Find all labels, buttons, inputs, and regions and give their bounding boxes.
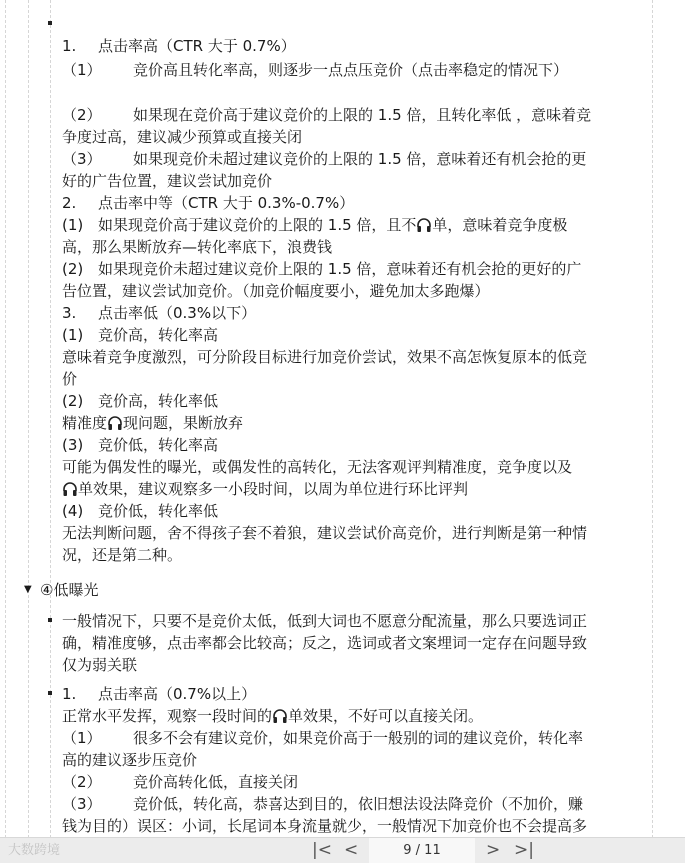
text-line: [62, 281, 490, 301]
headphone-icon: [416, 217, 432, 233]
next-page-button[interactable]: >: [486, 840, 501, 860]
line-text: 如果现在竞价高于建议竞价的上限的 1.5 倍，且转化率低 ，意味着竞: [133, 106, 592, 124]
line-text: 竞价低，转化率低: [98, 502, 219, 520]
first-page-button[interactable]: |<: [312, 840, 332, 860]
line-text: 一般情况下，只要不是竞价太低，低到大词也不愿意分配流量，那么只要选词正: [62, 612, 588, 630]
line-text: 如果现竞价未超过建议竞价上限的 1.5 倍，意味着还有机会抢的更好的广: [98, 260, 582, 278]
line-text: 好的广告位置，建议尝试加竞价: [62, 172, 273, 190]
text-line: [62, 706, 483, 726]
bullet: [48, 21, 52, 25]
text-line: [62, 303, 256, 323]
outline-guide: [28, 0, 29, 838]
text-line: [62, 369, 77, 389]
text-line: [62, 325, 218, 345]
line-text: 很多不会有建议竞价，如果竞价高于一般别的词的建议竞价，转化率: [133, 729, 584, 747]
item-number: 1.: [62, 685, 77, 703]
text-line: [62, 750, 197, 770]
item-number: 2.: [62, 194, 77, 212]
line-text: 正常水平发挥，观察一段时间的: [62, 707, 273, 725]
line-text: 况，还是第二种。: [62, 546, 183, 564]
text-line: [62, 171, 272, 191]
line-text: 精准度: [62, 414, 108, 432]
watermark: 大数跨境: [8, 843, 61, 858]
outline-guide: [50, 0, 51, 838]
headphone-icon: [107, 415, 123, 431]
line-text: 钱为目的）误区：小词，长尾词本身流量就少，一般情况下加竞价也不会提高多: [62, 817, 588, 835]
collapse-caret-icon[interactable]: ▼: [24, 584, 32, 595]
item-number: 1.: [62, 37, 77, 55]
line-text: 点击率高（CTR 大于 0.7%）: [98, 37, 296, 55]
text-line: [62, 391, 218, 411]
text-line: [62, 457, 572, 477]
line-text: 确，精准度够，点击率都会比较高；反之，选词或者文案埋词一定存在问题导致: [62, 634, 588, 652]
headphone-icon: [272, 708, 288, 724]
item-number: (1): [62, 216, 84, 234]
prev-page-button[interactable]: <: [344, 840, 359, 860]
item-number: （3）: [62, 150, 102, 168]
item-number: 3.: [62, 304, 77, 322]
line-text: 告位置，建议尝试加竞价。（加竞价幅度要小，避免加太多跑爆）: [62, 282, 490, 300]
line-text: 竞价低，转化高，恭喜达到目的，依旧想法设法降竞价（不加价，赚: [133, 795, 584, 813]
line-text: 竞价高，转化率低: [98, 392, 219, 410]
line-text: 无法判断问题，舍不得孩子套不着狼，建议尝试价高竞价，进行判断是第一种情: [62, 524, 588, 542]
line-text: 单，意味着竞争度极: [432, 216, 568, 234]
text-line: [62, 545, 182, 565]
text-line: [62, 523, 587, 543]
item-number: (4): [62, 502, 84, 520]
text-line: [62, 193, 354, 213]
line-text: 单效果，不好可以直接关闭。: [288, 707, 484, 725]
text-line: [62, 816, 587, 836]
item-number: (2): [62, 260, 84, 278]
line-text: 高，那么果断放弃—转化率底下，浪费钱: [62, 238, 333, 256]
item-number: （2）: [62, 106, 102, 124]
page-indicator[interactable]: 9 / 11: [369, 838, 475, 863]
line-text: 竞价低，转化率高: [98, 436, 219, 454]
line-text: 点击率中等（CTR 大于 0.3%-0.7%）: [98, 194, 355, 212]
text-line: [62, 794, 583, 814]
section-heading: ④低曝光: [40, 581, 99, 599]
bullet: [48, 618, 52, 622]
text-line: [62, 149, 586, 169]
line-text: 如果现竞价高于建议竞价的上限的 1.5 倍，且不: [98, 216, 417, 234]
line-text: 如果现竞价未超过建议竞价的上限的 1.5 倍，意味着还有机会抢的更: [133, 150, 587, 168]
text-line: [62, 633, 587, 653]
text-line: [62, 655, 137, 675]
line-text: 点击率低（0.3%以下）: [98, 304, 257, 322]
line-text: 点击率高（0.7%以上）: [98, 685, 257, 703]
pdf-toolbar: [0, 837, 685, 863]
line-text: 竞价高转化低，直接关闭: [133, 773, 299, 791]
line-text: 竞价高且转化率高，则逐步一点点压竞价（点击率稳定的情况下）: [133, 61, 569, 79]
line-text: 单效果，建议观察多一小段时间，以周为单位进行环比评判: [78, 480, 469, 498]
item-number: (1): [62, 326, 84, 344]
outline-guide: [5, 0, 6, 838]
text-line: [62, 772, 298, 792]
item-number: (3): [62, 436, 84, 454]
line-text: 争度过高，建议减少预算或直接关闭: [62, 128, 303, 146]
text-line: [62, 684, 256, 704]
text-line: [62, 127, 302, 147]
bullet: [48, 691, 52, 695]
text-line: [62, 347, 587, 367]
text-line: [62, 237, 332, 257]
text-line: [62, 611, 587, 631]
item-number: （1）: [62, 61, 102, 79]
line-text: 现问题，果断放弃: [123, 414, 244, 432]
text-line: [62, 36, 296, 56]
item-number: （1）: [62, 729, 102, 747]
line-text: 价: [62, 370, 78, 388]
text-line: [62, 413, 243, 433]
outline-guide: [652, 0, 653, 838]
line-text: 竞价高，转化率高: [98, 326, 219, 344]
item-number: (2): [62, 392, 84, 410]
line-text: 高的建议逐步压竞价: [62, 751, 198, 769]
text-line: [62, 501, 218, 521]
text-line: [62, 728, 583, 748]
text-line: [62, 105, 591, 125]
line-text: 可能为偶发性的曝光，或偶发性的高转化，无法客观评判精准度，竞争度以及: [62, 458, 573, 476]
text-line: [62, 215, 567, 235]
last-page-button[interactable]: >|: [514, 840, 534, 860]
text-line: [62, 259, 581, 279]
line-text: 意味着竞争度激烈，可分阶段目标进行加竞价尝试，效果不高怎恢复原本的低竞: [62, 348, 588, 366]
text-line: [62, 435, 218, 455]
headphone-icon: [62, 481, 78, 497]
line-text: 仅为弱关联: [62, 656, 138, 674]
text-line: [62, 479, 468, 499]
text-line: [62, 60, 568, 80]
item-number: （3）: [62, 795, 102, 813]
item-number: （2）: [62, 773, 102, 791]
